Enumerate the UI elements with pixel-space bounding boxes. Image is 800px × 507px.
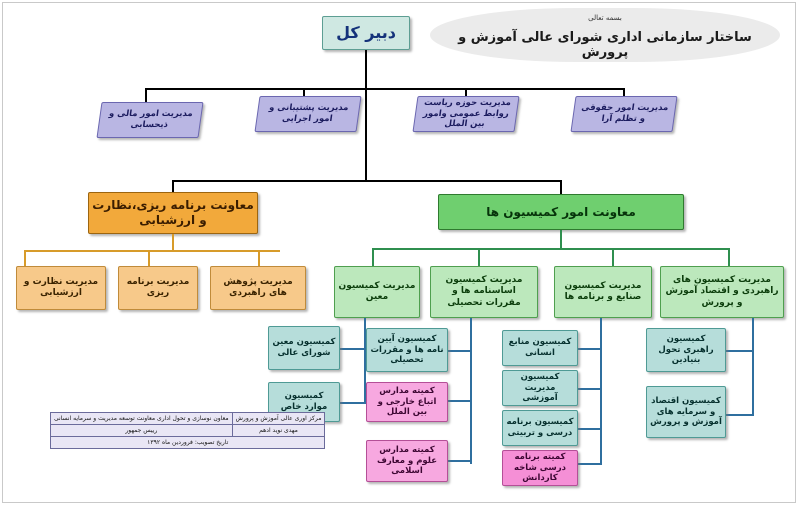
- node-commission-col3-2[interactable]: کمیته مدارس اتباع خارجی و بین الملل: [366, 382, 448, 422]
- footer-cell-1-0: مهدی نوید ادهم: [232, 425, 325, 437]
- node-planning-unit-1[interactable]: مدیریت پژوهش های راهبردی: [210, 266, 306, 310]
- connector-planning-stem: [172, 234, 174, 250]
- connector-col3-spine: [470, 318, 472, 464]
- footer-cell-1-1: رییس جمهور: [51, 425, 233, 437]
- node-planning-unit-2[interactable]: مدیریت برنامه ریزی: [118, 266, 198, 310]
- node-commission-col3-3[interactable]: کمیته مدارس علوم و معارف اسلامی: [366, 440, 448, 482]
- connector-deputy-bus: [172, 180, 562, 182]
- table-row: [51, 413, 325, 425]
- node-commission-col2-4[interactable]: کمیته برنامه درسی شاخه کاردانش: [502, 450, 578, 486]
- connector-commissions-bus: [372, 248, 730, 250]
- node-deputy-commissions[interactable]: معاونت امور کمیسیون ها: [438, 194, 684, 230]
- connector-col1-branch-1: [726, 350, 754, 352]
- table-row: [51, 425, 325, 437]
- node-level2-1[interactable]: مدیریت امور حقوقی و تظلم آرا: [570, 96, 677, 132]
- node-planning-unit-3[interactable]: مدیریت نظارت و ارزشیابی: [16, 266, 106, 310]
- node-commission-col2-3[interactable]: کمیسیون برنامه درسی و تربیتی: [502, 410, 578, 446]
- connector-root-trunk: [365, 50, 367, 180]
- node-commission-col2-2[interactable]: کمیسیون مدیریت آموزشی: [502, 370, 578, 406]
- bismillah-text: بسمه تعالی: [588, 14, 622, 22]
- connector-col2-branch-1: [578, 348, 602, 350]
- connector-level2-bus: [145, 88, 625, 90]
- node-commission-col4-1[interactable]: کمیسیون معین شورای عالی: [268, 326, 340, 370]
- footer-cell-0-1: معاون نوسازی و تحول اداری معاونت توسعه مدیریت و سرمایه انسانی: [51, 413, 233, 425]
- connector-col2-branch-4: [578, 463, 602, 465]
- footer-cell-0-0: مرکز اوری عالی آموزش و پرورش: [232, 413, 325, 425]
- table-row: [51, 437, 325, 449]
- node-commission-unit-1[interactable]: مدیریت کمیسیون های راهبردی و اقتصاد آموزش و پرورش: [660, 266, 784, 318]
- page-title: ساختار سازمانی اداری شورای عالی آموزش و پرورش: [458, 30, 752, 60]
- node-commission-unit-4[interactable]: مدیریت کمیسیون معین: [334, 266, 420, 318]
- connector-planning-bus: [24, 250, 280, 252]
- node-commission-col3-1[interactable]: کمیسیون آیین نامه ها و مقررات تحصیلی: [366, 328, 448, 372]
- node-level2-2[interactable]: مدیریت حوزه ریاست روابط عمومی وامور بین الملل: [412, 96, 519, 132]
- connector-col4-branch-2: [340, 402, 364, 404]
- connector-col2-spine: [600, 318, 602, 464]
- connector-commissions-drop-1: [728, 248, 730, 266]
- node-commission-col4-2[interactable]: کمیسیون موارد خاص: [268, 382, 340, 422]
- connector-col3-branch-2: [448, 400, 472, 402]
- connector-commissions-drop-3: [478, 248, 480, 266]
- connector-commissions-drop-2: [612, 248, 614, 266]
- node-commission-col2-1[interactable]: کمیسیون منابع انسانی: [502, 330, 578, 366]
- node-level2-3[interactable]: مدیریت پشتیبانی و امور اجرایی: [254, 96, 361, 132]
- connector-col4-spine: [364, 318, 366, 404]
- connector-col2-branch-3: [578, 428, 602, 430]
- footer-cell-2-0: تاریخ تصویب: فروردین ماه ۱۳۹۲: [51, 437, 325, 449]
- connector-col2-branch-2: [578, 388, 602, 390]
- connector-col1-branch-2: [726, 414, 754, 416]
- connector-deputy-drop-left: [560, 180, 562, 194]
- connector-commissions-stem: [560, 230, 562, 248]
- connector-col3-branch-1: [448, 350, 472, 352]
- node-commission-unit-2[interactable]: مدیریت کمیسیون صنایع و برنامه ها: [554, 266, 652, 318]
- connector-col1-spine: [752, 318, 754, 416]
- node-level2-4[interactable]: مدیریت امور مالی و ذیحسابی: [96, 102, 203, 138]
- footer-table: [50, 412, 325, 449]
- connector-col3-branch-3: [448, 460, 472, 462]
- node-commission-col1-1[interactable]: کمیسیون راهبری تحول بنیادین: [646, 328, 726, 372]
- node-deputy-planning[interactable]: معاونت برنامه ریزی،نظارت و ارزشیابی: [88, 192, 258, 234]
- node-root[interactable]: دبیر کل: [322, 16, 410, 50]
- connector-col4-branch-1: [340, 348, 364, 350]
- connector-commissions-drop-4: [372, 248, 374, 266]
- node-commission-unit-3[interactable]: مدیریت کمیسیون اساسنامه ها و مقررات تحصیلی: [430, 266, 538, 318]
- node-commission-col1-2[interactable]: کمیسیون اقتصاد و سرمایه های آموزش و پرورش: [646, 386, 726, 438]
